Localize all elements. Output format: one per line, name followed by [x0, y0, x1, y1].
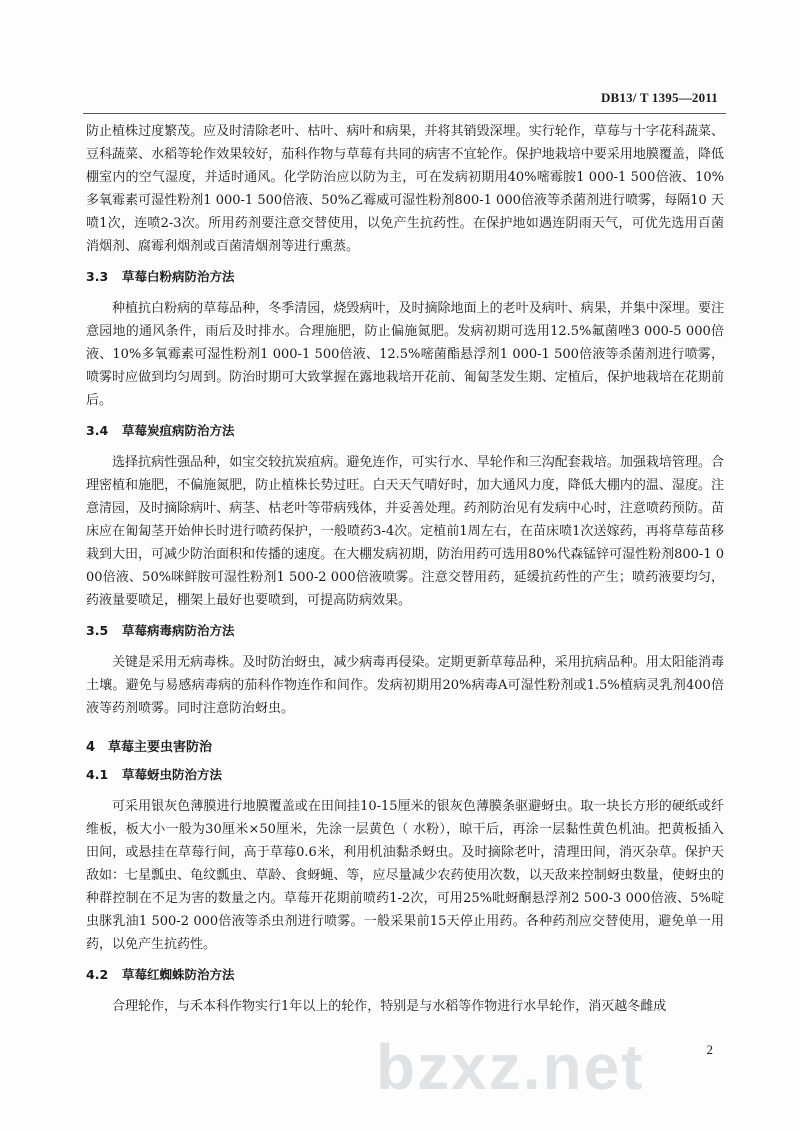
section-number: 4.1: [86, 767, 109, 782]
section-text-4-1: 可采用银灰色薄膜进行地膜覆盖或在田间挂10-15厘米的银灰色薄膜条驱避蚜虫。取一块长方形的硬纸或纤维板，板大小一般为30厘米×50厘米，先涂一层黄色（ 水粉），晾干后，再涂一层黏性黄色机油。把黄板插入田间，或悬挂在草莓行间，高于草莓0.6米，利用机油黏杀蚜虫。及时摘除老叶，清理田间，消灭杂草。保护天敌如：七星瓢虫、龟纹瓢虫、草龄、食蚜蝇、等，应尽量减少农药使用次数，以天敌来控制蚜虫数量，使蚜虫的种群控制在不足为害的数量之内。草莓开花期前喷药1-2次，可用25%吡蚜酮悬浮剂2 500-3 000倍液、5%啶虫脒乳油1 500-2 000倍液等杀虫剂进行喷雾。一般采果前15天停止用药。各种药剂应交替使用，避免单一用药，以免产生抗药性。: [86, 799, 724, 952]
page-content: [86, 120, 724, 1018]
section-number: 3.3: [86, 269, 109, 284]
standard-code: DB13/ T 1395—2011: [600, 90, 718, 105]
intro-paragraph: 防止植株过度繁茂。应及时清除老叶、枯叶、病叶和病果，并将其销毁深埋。实行轮作，草莓与十字花科蔬菜、豆科蔬菜、水稻等轮作效果较好，茄科作物与草莓有共同的病害不宜轮作。保护地栽培中要采用地膜覆盖，降低棚室内的空气湿度，并适时通风。化学防治应以防为主，可在发病初期用40%嘧霉胺1 000-1 500倍液、10%多氧霉素可湿性粉剂1 000-1 500倍液、50%乙霉威可湿性粉剂800-1 000倍液等杀菌剂进行喷雾，每隔10 天喷1次，连喷2-3次。所用药剂要注意交替使用，以免产生抗药性。在保护地如遇连阴雨天气，可优先选用百菌消烟剂、腐霉利烟剂或百菌清烟剂等进行熏蒸。: [86, 124, 724, 254]
section-heading-4-1: [86, 767, 724, 783]
section-heading-4-2: [86, 967, 724, 983]
section-heading-3-5: [86, 623, 724, 639]
section-title: 草莓炭疽病防治方法: [122, 423, 235, 438]
chapter-number: 4: [86, 740, 96, 755]
section-text-4-2: 合理轮作，与禾本科作物实行1年以上的轮作，特别是与水稻等作物进行水旱轮作，消灭越冬雌成: [112, 999, 667, 1014]
watermark: bzxz.net: [376, 1031, 645, 1103]
section-title: 草莓红蜘蛛防治方法: [122, 967, 235, 982]
section-text-3-4: 选择抗病性强品种，如宝交较抗炭疽病。避免连作，可实行水、旱轮作和三沟配套栽培。加强栽培管理。合理密植和施肥，不偏施氮肥，防止植株长势过旺。白天天气晴好时，加大通风力度，降低大棚内的温、湿度。注意清园，及时摘除病叶、病茎、枯老叶等带病残体，并妥善处理。药剂防治见有发病中心时，注意喷药预防。苗床应在匍匐茎开始伸长时进行喷药保护，一般喷药3-4次。定植前1周左右，在苗床喷1次送嫁药，再将草莓苗移栽到大田，可减少防治面积和传播的速度。在大棚发病初期，防治用药可选用80%代森锰锌可湿性粉剂800-1 000倍液、50%咪鲜胺可湿性粉剂1 500-2 000倍液喷雾。注意交替用药，延缓抗药性的产生；喷药液要均匀，药液量要喷足，棚架上最好也要喷到，可提高防病效果。: [86, 455, 724, 608]
section-number: 4.2: [86, 967, 109, 982]
section-number: 3.5: [86, 623, 109, 638]
section-number: 3.4: [86, 423, 109, 438]
section-text-3-5: 关键是采用无病毒株。及时防治蚜虫，减少病毒再侵染。定期更新草莓品种，采用抗病品种。用太阳能消毒土壤。避免与易感病毒病的茄科作物连作和间作。发病初期用20%病毒A可湿性粉剂或1.5%植病灵乳剂400倍液等药剂喷雾。同时注意防治蚜虫。: [86, 655, 724, 716]
section-title: 草莓病毒病防治方法: [122, 623, 235, 638]
section-heading-3-4: [86, 423, 724, 439]
section-title: 草莓白粉病防治方法: [122, 269, 235, 284]
header-divider: [83, 113, 726, 114]
section-title: 草莓蚜虫防治方法: [122, 767, 223, 782]
chapter-title: 草莓主要虫害防治: [108, 740, 213, 755]
section-heading-3-3: [86, 269, 724, 285]
page-number: 2: [706, 1042, 713, 1057]
section-text-3-3: 种植抗白粉病的草莓品种，冬季清园，烧毁病叶，及时摘除地面上的老叶及病叶、病果，并集中深埋。要注意园地的通风条件，雨后及时排水。合理施肥，防止偏施氮肥。发病初期可选用12.5%氟菌唑3 000-5 000倍液、10%多氧霉素可湿性粉剂1 000-1 500倍液、12.5%嘧菌酯悬浮剂1 000-1 500倍液等杀菌剂进行喷雾，喷雾时应做到均匀周到。防治时期可大致掌握在露地栽培开花前、匍匐茎发生期、定植后，保护地栽培在花期前后。: [86, 301, 724, 408]
chapter-heading-4: [86, 740, 724, 756]
